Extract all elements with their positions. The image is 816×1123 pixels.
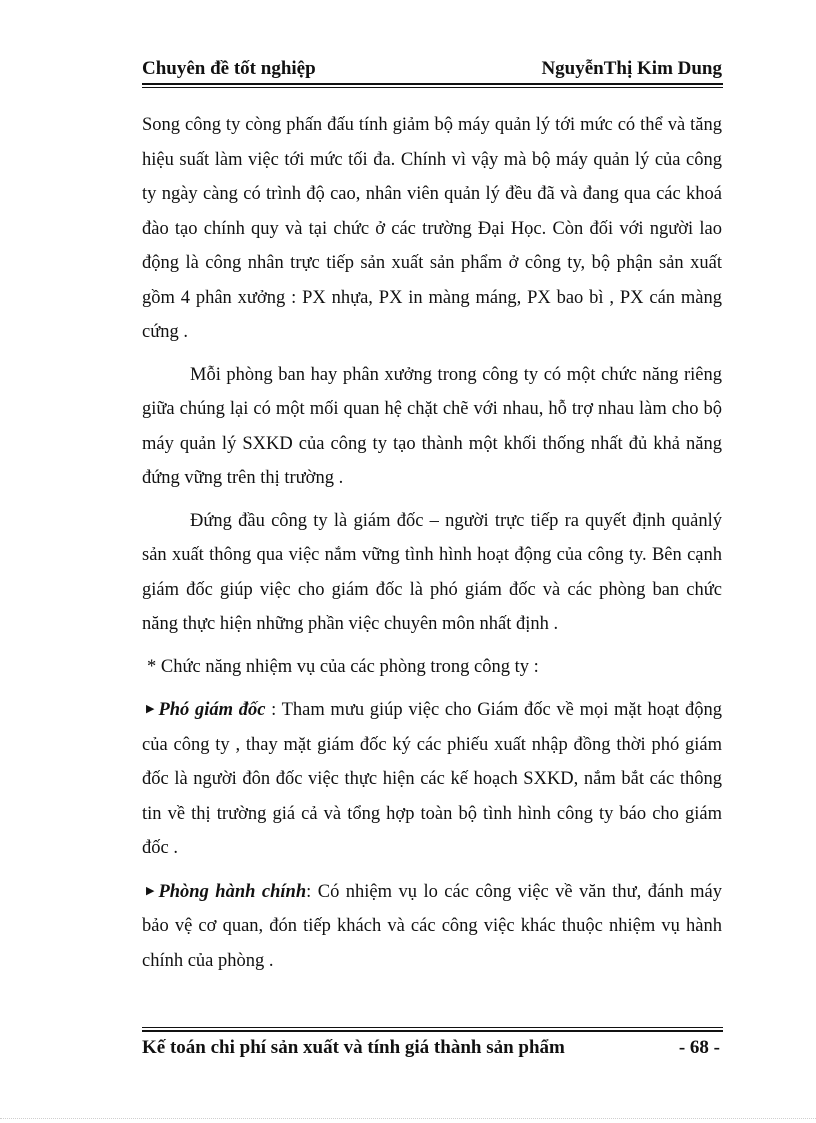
header-author: NguyễnThị Kim Dung — [541, 58, 722, 79]
arrowhead-right-icon: ▶ — [146, 703, 155, 715]
document-body — [142, 108, 722, 986]
footer-rule — [142, 1030, 723, 1032]
page-edge-divider — [0, 1118, 816, 1119]
item-text: : Có nhiệm vụ lo các công việc về văn thư, đánh máy bảo vệ cơ quan, đón tiếp khách và các công việc khác thuộc nhiệm vụ hành chính của phòng . — [142, 881, 723, 971]
arrowhead-right-icon: ▶ — [146, 884, 155, 897]
list-item-deputy-director — [142, 692, 722, 866]
paragraph-director: Đứng đầu công ty là giám đốc – người trực tiếp ra quyết định quảnlý sản xuất thông qua việc nắm vững tình hình hoạt động của công ty. Bên cạnh giám đốc giúp việc cho giám đốc là phó giám đốc và các phòng ban chức năng thực hiện những phần việc chuyên môn nhất định . — [142, 510, 722, 634]
paragraph-departments: Mỗi phòng ban hay phân xưởng trong công ty có một chức năng riêng giữa chúng lại có một mối quan hệ chặt chẽ với nhau, hỗ trợ nhau làm cho bộ máy quản lý SXKD của công ty tạo thành một khối thống nhất đủ khả năng đứng vững trên thị trường . — [142, 364, 722, 488]
paragraph-staff-structure: Song công ty còng phấn đấu tính giảm bộ máy quản lý tới mức có thể và tăng hiệu suất làm việc tới mức tối đa. Chính vì vậy mà bộ máy quản lý của công ty ngày càng có trình độ cao, nhân viên quản lý đều đã và đang qua các khoá đào tạo chính quy và tại chức ở các trường Đại Học. Còn đối với người lao động là công nhân trực tiếp sản xuất sản phẩm ở công ty, bộ phận sản xuất gồm 4 phân xưởng : PX nhựa, PX in màng máng, PX bao bì , PX cán màng cứng . — [142, 115, 722, 342]
item-lead: Phòng hành chính — [158, 881, 307, 902]
header-rule-secondary — [142, 87, 723, 88]
item-text: : Tham mưu giúp việc cho Giám đốc về mọi mặt hoạt động của công ty , thay mặt giám đốc ký các phiếu xuất nhập đồng thời phó giám đốc là người đôn đốc việc thực hiện các kế hoạch SXKD, nắm bắt các thông tin về thị trường giá cả và tổng hợp toàn bộ tình hình công ty báo cho giám đốc . — [142, 700, 722, 858]
footer-thesis-title: Kế toán chi phí sản xuất và tính giá thành sản phẩm — [142, 1037, 565, 1058]
footer-rule-secondary — [142, 1027, 723, 1028]
page-number: - 68 - — [678, 1037, 720, 1058]
header-document-type: Chuyên đề tốt nghiệp — [142, 58, 316, 79]
header-rule — [142, 83, 723, 85]
page-footer — [142, 1034, 720, 1062]
page-header — [142, 50, 722, 80]
section-note: * Chức năng nhiệm vụ của các phòng trong công ty : — [147, 656, 539, 677]
list-item-admin-office — [142, 874, 722, 979]
item-lead: Phó giám đốc — [158, 700, 266, 720]
